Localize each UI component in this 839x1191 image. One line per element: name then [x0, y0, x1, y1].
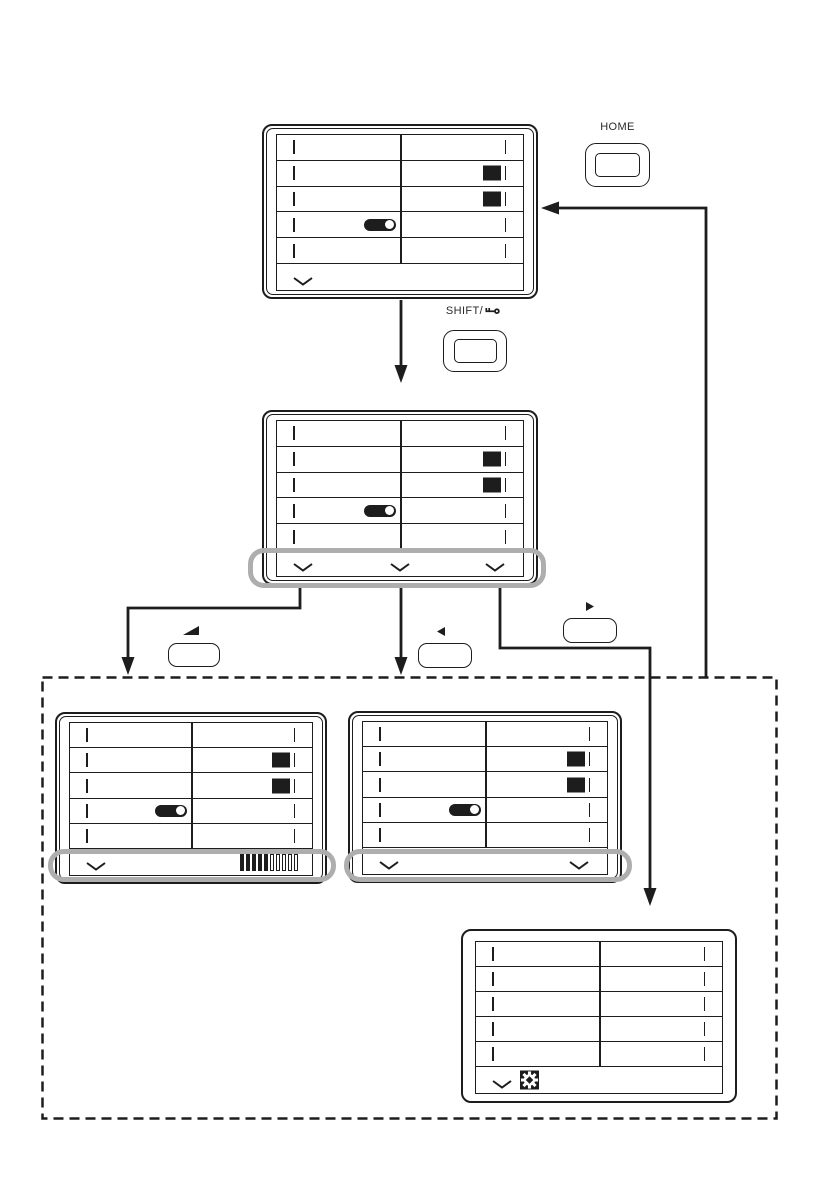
text-placeholder [704, 947, 706, 961]
checkbox-filled [567, 752, 585, 767]
text-placeholder [492, 1022, 494, 1036]
text-placeholder [704, 997, 706, 1011]
triangle-left-icon [437, 627, 446, 637]
text-placeholder [293, 192, 295, 206]
shift-label-text: SHIFT/ [445, 305, 484, 317]
screen-shift-menu [262, 410, 538, 585]
text-placeholder [294, 753, 296, 767]
arrowhead-down [122, 657, 135, 675]
softkey-left-button[interactable] [168, 643, 220, 667]
text-placeholder [492, 972, 494, 986]
home-button-cap [595, 153, 640, 177]
checkbox-filled [567, 777, 585, 792]
screen-home-menu [262, 124, 538, 299]
chevron-down-icon[interactable] [379, 861, 399, 870]
toggle-knob [470, 805, 479, 814]
wedge-triangle-icon [183, 625, 200, 636]
screen-volume-menu [55, 712, 327, 884]
checkbox-filled [483, 477, 501, 492]
softkey-bar [277, 264, 523, 290]
shift-button-cap [454, 339, 497, 363]
text-placeholder [86, 753, 88, 767]
text-placeholder [294, 779, 296, 793]
volume-bar [258, 854, 262, 871]
text-placeholder [293, 530, 295, 544]
text-placeholder [704, 1047, 706, 1061]
checkbox-filled [483, 452, 501, 467]
text-placeholder [704, 1022, 706, 1036]
toggle-knob [176, 806, 185, 815]
text-placeholder [86, 829, 88, 843]
text-placeholder [294, 829, 296, 843]
text-placeholder [505, 166, 507, 180]
text-placeholder [86, 779, 88, 793]
volume-bar [246, 854, 250, 871]
text-placeholder [589, 803, 591, 817]
column-divider [485, 722, 487, 848]
shift-button[interactable] [443, 330, 507, 372]
key-icon [485, 307, 500, 315]
softkey-right-button[interactable] [563, 618, 617, 643]
toggle-switch-on[interactable] [155, 805, 187, 817]
text-placeholder [293, 504, 295, 518]
checkbox-filled [483, 191, 501, 206]
home-button[interactable] [585, 143, 650, 187]
chevron-down-icon[interactable] [492, 1080, 512, 1089]
text-placeholder [379, 727, 381, 741]
text-placeholder [505, 244, 507, 258]
screen-bezel [465, 933, 733, 1099]
text-placeholder [492, 947, 494, 961]
volume-bar [240, 854, 244, 871]
text-placeholder [589, 752, 591, 766]
arrowhead-down [395, 365, 408, 383]
screen-bezel [59, 716, 323, 880]
screen-bezel [266, 128, 534, 295]
checkbox-filled [483, 166, 501, 181]
chevron-down-icon[interactable] [390, 563, 410, 572]
checkbox-filled [272, 753, 290, 768]
gear-icon[interactable] [520, 1070, 539, 1090]
column-divider [400, 421, 402, 550]
screen-bezel [352, 715, 618, 879]
column-divider [599, 942, 601, 1067]
text-placeholder [293, 244, 295, 258]
arrow-return-to-home-menu [557, 208, 706, 677]
text-placeholder [505, 530, 507, 544]
text-placeholder [293, 166, 295, 180]
checkbox-filled [272, 778, 290, 793]
chevron-down-icon[interactable] [293, 563, 313, 572]
text-placeholder [293, 218, 295, 232]
chevron-down-icon[interactable] [86, 862, 106, 871]
volume-bar [276, 854, 280, 871]
chevron-down-icon[interactable] [293, 277, 313, 286]
text-placeholder [379, 828, 381, 842]
volume-bar [264, 854, 268, 871]
text-placeholder [379, 752, 381, 766]
softkey-bar [70, 849, 312, 875]
text-placeholder [589, 778, 591, 792]
toggle-knob [385, 220, 394, 229]
volume-bar [288, 854, 292, 871]
menu-table [276, 420, 524, 577]
text-placeholder [86, 728, 88, 742]
toggle-switch-on[interactable] [364, 219, 396, 231]
text-placeholder [589, 727, 591, 741]
menu-table [276, 134, 524, 291]
column-divider [191, 723, 193, 849]
text-placeholder [704, 972, 706, 986]
text-placeholder [505, 504, 507, 518]
volume-bar [252, 854, 256, 871]
volume-level-bars [240, 854, 298, 871]
text-placeholder [492, 1047, 494, 1061]
toggle-switch-on[interactable] [364, 505, 396, 517]
arrowhead-down [644, 888, 657, 906]
volume-bar [294, 854, 298, 871]
text-placeholder [293, 140, 295, 154]
text-placeholder [86, 804, 88, 818]
text-placeholder [505, 478, 507, 492]
text-placeholder [505, 426, 507, 440]
triangle-right-icon [586, 602, 595, 612]
toggle-switch-on[interactable] [449, 804, 481, 816]
text-placeholder [294, 728, 296, 742]
text-placeholder [505, 192, 507, 206]
text-placeholder [505, 140, 507, 154]
text-placeholder [379, 778, 381, 792]
chevron-down-icon[interactable] [569, 861, 589, 870]
text-placeholder [294, 804, 296, 818]
arrowhead-left [541, 202, 559, 215]
text-placeholder [505, 218, 507, 232]
arrowhead-down [395, 657, 408, 675]
screen-bezel [266, 414, 534, 581]
text-placeholder [589, 828, 591, 842]
screen-settings-menu [461, 929, 737, 1103]
text-placeholder [379, 803, 381, 817]
softkey-bar [277, 550, 523, 576]
text-placeholder [293, 452, 295, 466]
chevron-down-icon[interactable] [485, 563, 505, 572]
menu-table [475, 941, 723, 1094]
text-placeholder [492, 997, 494, 1011]
screen-paging-menu [348, 711, 622, 883]
softkey-center-button[interactable] [418, 643, 472, 668]
softkey-bar [476, 1067, 722, 1093]
softkey-bar [363, 848, 607, 874]
menu-table [69, 722, 313, 876]
text-placeholder [293, 426, 295, 440]
text-placeholder [293, 478, 295, 492]
volume-bar [270, 854, 274, 871]
menu-table [362, 721, 608, 875]
home-button-label: HOME [600, 121, 635, 133]
shift-button-label [430, 305, 516, 317]
volume-bar [282, 854, 286, 871]
column-divider [400, 135, 402, 264]
toggle-knob [385, 506, 394, 515]
text-placeholder [505, 452, 507, 466]
